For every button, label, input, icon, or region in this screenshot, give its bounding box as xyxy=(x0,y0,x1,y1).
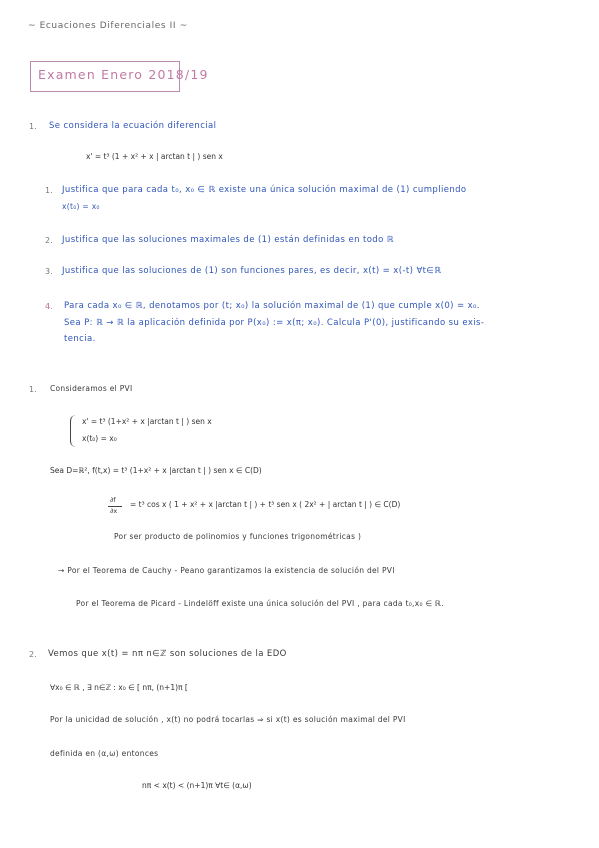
part-4-line-3: tencia. xyxy=(64,334,96,344)
question-1-equation: x' = t³ (1 + x² + x | arctan t | ) sen x xyxy=(86,152,223,161)
part-1-line-2: x(t₀) = x₀ xyxy=(62,202,100,211)
part-4-line-1: Para cada x₀ ∈ ℝ, denotamos por (t; x₀) la solución maximal de (1) que cumple x(0) = x₀. xyxy=(64,301,480,311)
solution-2-line-5: nπ < x(t) < (n+1)π ∀t∈ (α,ω) xyxy=(142,781,252,790)
solution-2-line-1: Vemos que x(t) = nπ n∈ℤ son soluciones de la EDO xyxy=(48,649,287,659)
part-1-line-1: Justifica que para cada t₀, x₀ ∈ ℝ existe una única solución maximal de (1) cumpliendo xyxy=(62,185,467,195)
system-brace xyxy=(70,415,81,447)
solution-2-line-4: definida en (α,ω) entonces xyxy=(50,749,159,758)
question-1-intro: Se considera la ecuación diferencial xyxy=(49,121,217,131)
solution-2-number: 2. xyxy=(29,650,37,659)
question-1-number: 1. xyxy=(29,122,37,131)
part-1-number: 1. xyxy=(45,186,53,195)
part-3-line-1: Justifica que las soluciones de (1) son funciones pares, es decir, x(t) = x(-t) ∀t∈ℝ xyxy=(62,266,442,276)
part-2-line-1: Justifica que las soluciones maximales de (1) están definidas en todo ℝ xyxy=(62,235,394,245)
picard-lindelof-line: Por el Teorema de Picard - Lindelöff existe una única solución del PVI , para cada t₀,x₀ ∈ ℝ. xyxy=(76,599,444,608)
pvi-initial-condition: x(t₀) = x₀ xyxy=(82,434,117,443)
pvi-equation: x' = t³ (1+x² + x |arctan t | ) sen x xyxy=(82,417,212,426)
partial-derivative-denominator: ∂x xyxy=(110,507,118,515)
exam-title: Examen Enero 2018/19 xyxy=(38,67,209,82)
solution-1-number: 1. xyxy=(29,385,37,394)
derivative-reason: Por ser producto de polinomios y funciones trigonométricas ) xyxy=(114,532,362,541)
part-4-line-2: Sea P: ℝ → ℝ la aplicación definida por P(x₀) := x(π; x₀). Calcula P'(0), justificando su exis- xyxy=(64,318,485,328)
part-4-number: 4. xyxy=(45,302,53,311)
part-3-number: 3. xyxy=(45,267,53,276)
solution-2-line-2: ∀x₀ ∈ ℝ , ∃ n∈ℤ : x₀ ∈ [ nπ, (n+1)π [ xyxy=(50,683,188,692)
domain-definition: Sea D=ℝ², f(t,x) = t³ (1+x² + x |arctan t | ) sen x ∈ C(D) xyxy=(50,466,262,475)
solution-1-intro: Consideramos el PVI xyxy=(50,384,133,393)
part-2-number: 2. xyxy=(45,236,53,245)
page-header: ~ Ecuaciones Diferenciales II ~ xyxy=(28,21,188,31)
partial-derivative-expression: = t³ cos x ( 1 + x² + x |arctan t | ) + t³ sen x ( 2x² + | arctan t | ) ∈ C(D) xyxy=(130,500,401,509)
cauchy-peano-line: → Por el Teorema de Cauchy - Peano garantizamos la existencia de solución del PVI xyxy=(58,566,395,575)
solution-2-line-3: Por la unicidad de solución , x(t) no podrá tocarlas ⇒ si x(t) es solución maximal del PVI xyxy=(50,715,406,724)
partial-derivative-numerator: ∂f xyxy=(110,496,116,504)
